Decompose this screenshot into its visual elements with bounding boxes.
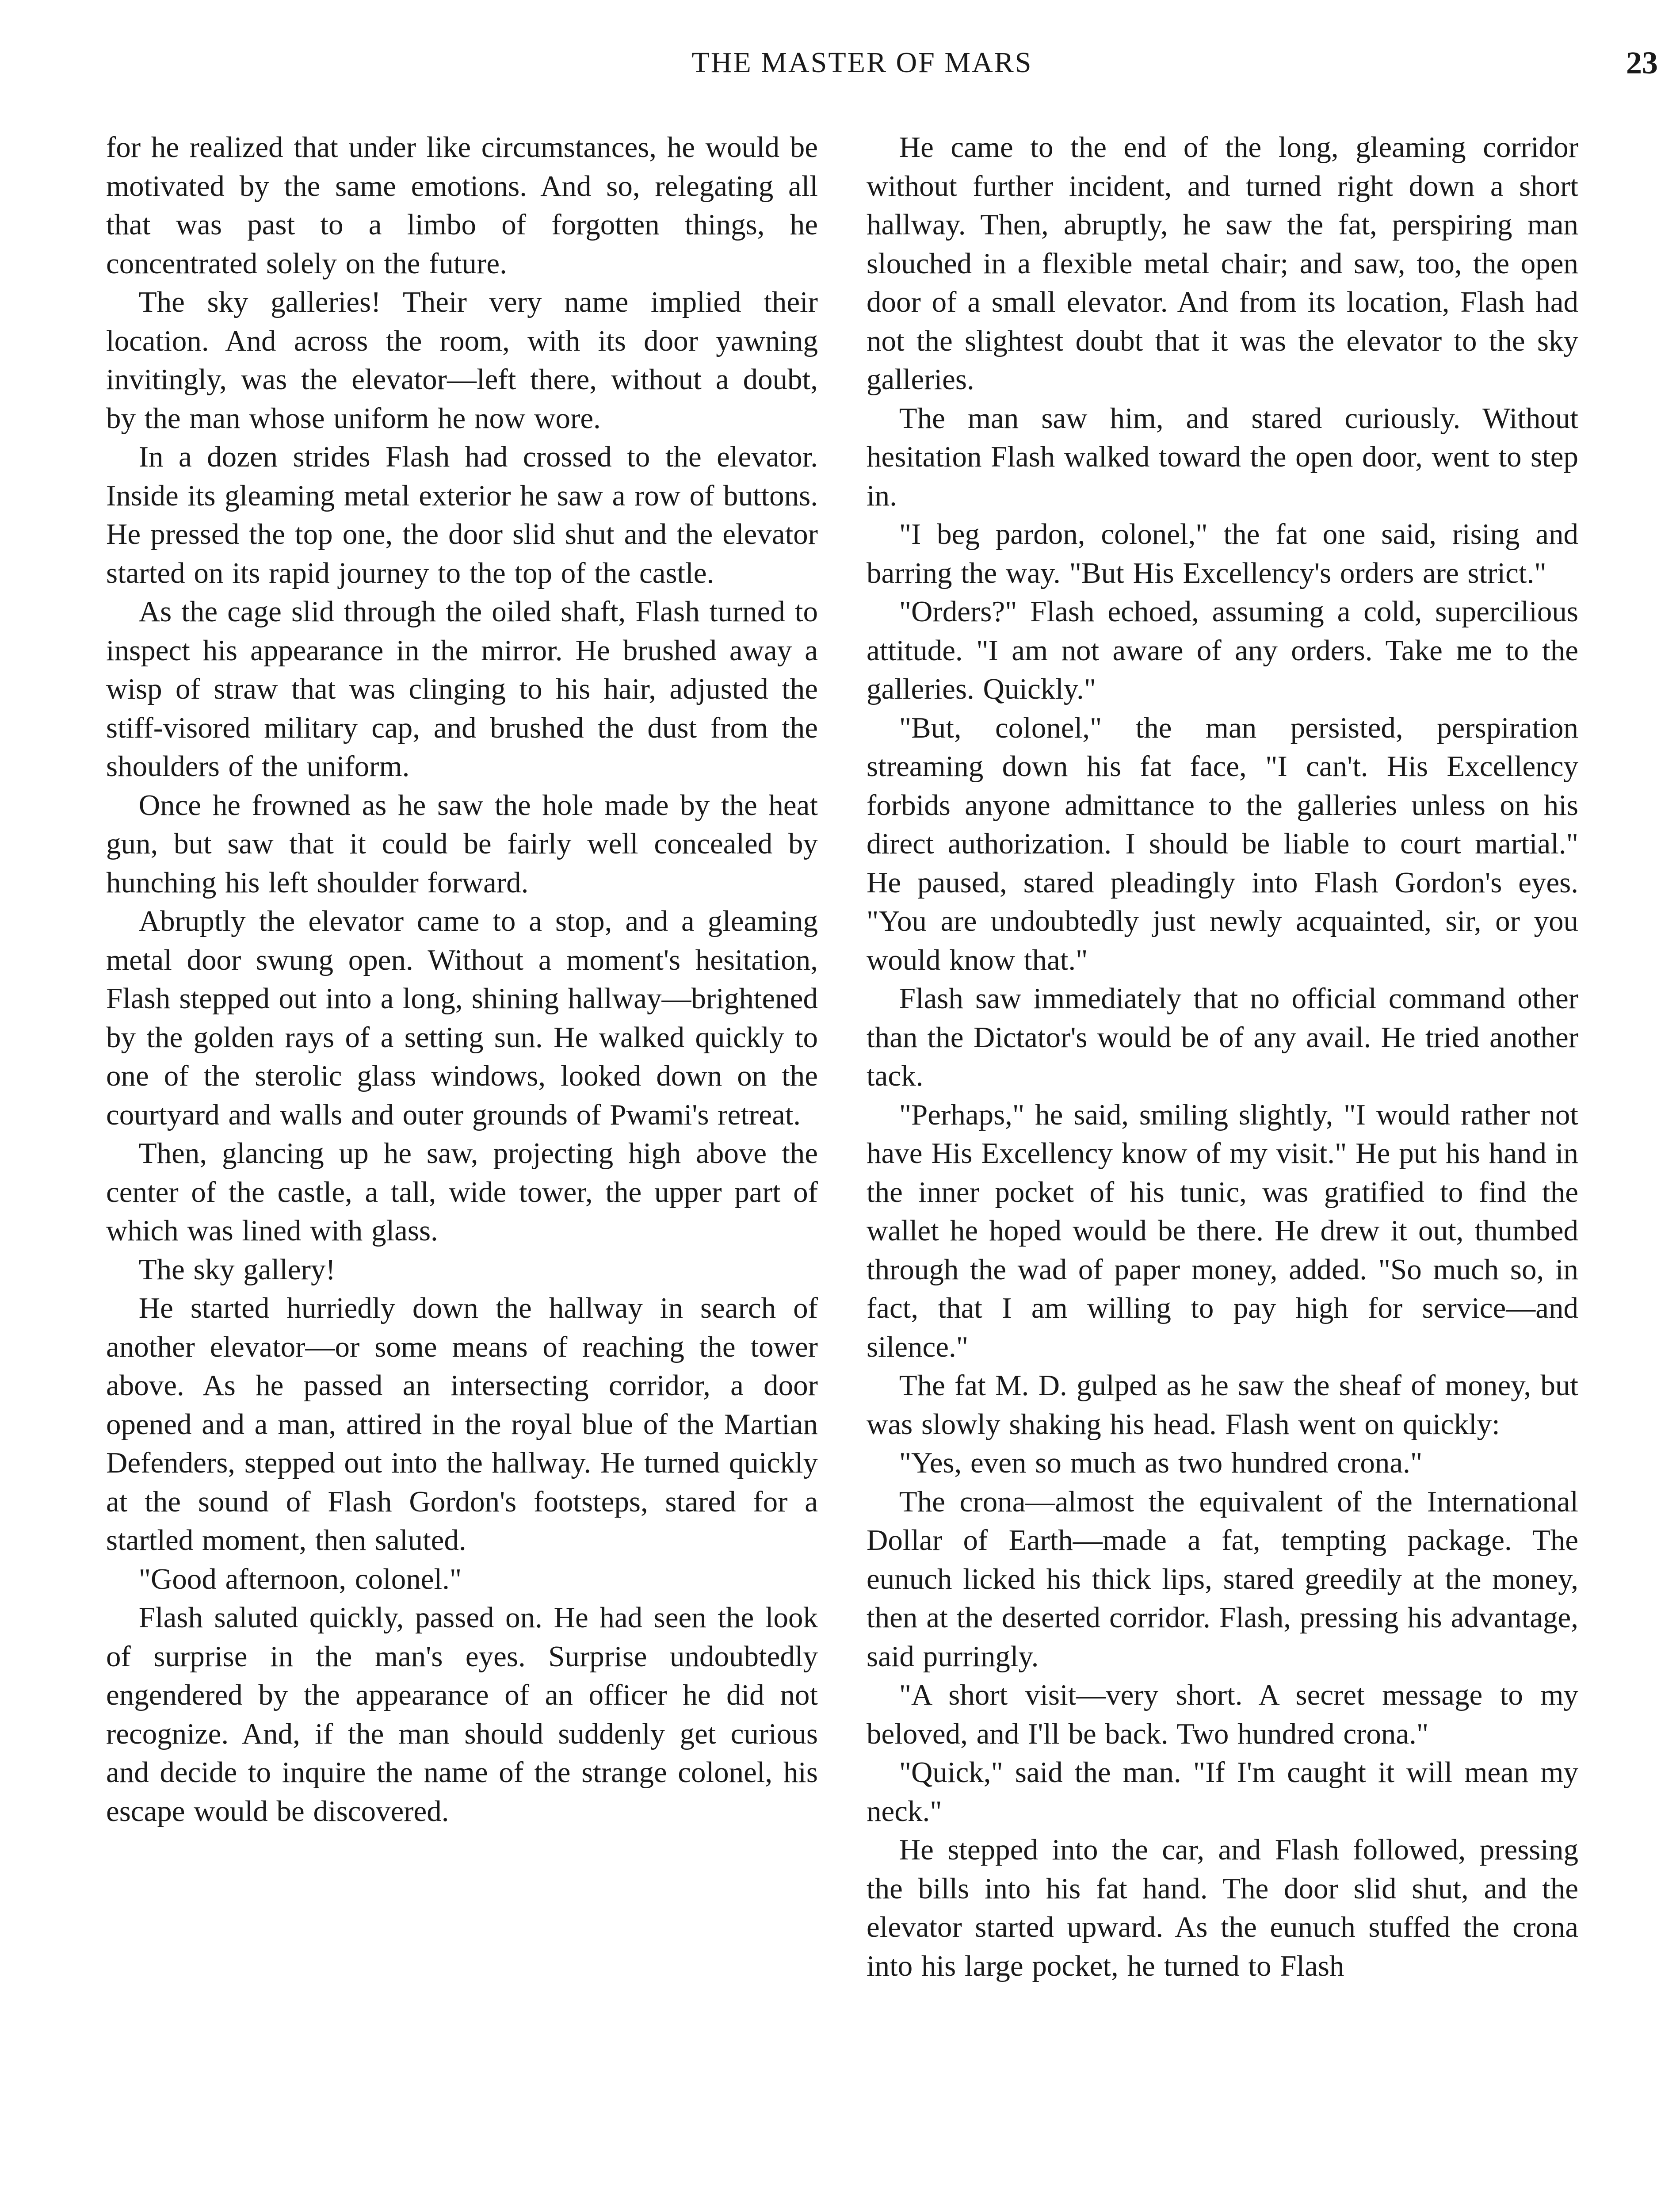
paragraph: The crona—almost the equivalent of the International Dollar of Earth—made a fat, tempting package. The eunuch licked his thick lips, stared greedily at the money, then at the deserted corridor. Flash, pressing his advantage, said purringly. <box>867 1485 1578 1673</box>
paragraph: As the cage slid through the oiled shaft, Flash turned to inspect his appearance in the mirror. He brushed away a wisp of straw that was clinging to his hair, adjusted the stiff-visored military cap, and brushed the dust from the shoulders of the uniform. <box>106 595 818 783</box>
paragraph: He stepped into the car, and Flash followed, pressing the bills into his fat hand. The door slid shut, and the elevator started upward. As the eunuch stuffed the crona into his large pocket, he turned to Flash <box>867 1833 1578 1982</box>
paragraph: The man saw him, and stared curiously. Without hesitation Flash walked toward the open door, went to step in. <box>867 402 1578 512</box>
paragraph: Once he frowned as he saw the hole made by the heat gun, but saw that it could be fairly well concealed by hunching his left shoulder forward. <box>106 788 818 899</box>
paragraph: He came to the end of the long, gleaming corridor without further incident, and turned right down a short hallway. Then, abruptly, he saw the fat, perspiring man slouched in a flexible metal chair; and saw, too, the open door of a small elevator. And from its location, Flash had not the slightest doubt that it was the elevator to the sky galleries. <box>867 131 1578 396</box>
paragraph: "A short visit—very short. A secret message to my beloved, and I'll be back. Two hundred crona." <box>867 1679 1578 1750</box>
paragraph: "Orders?" Flash echoed, assuming a cold, supercilious attitude. "I am not aware of any orders. Take me to the galleries. Quickly." <box>867 595 1578 705</box>
paragraph: Abruptly the elevator came to a stop, and a gleaming metal door swung open. Without a moment's hesitation, Flash stepped out into a long, shining hallway—brightened by the golden rays of a setting sun. He walked quickly to one of the sterolic glass windows, looked down on the courtyard and walls and outer grounds of Pwami's retreat. <box>106 905 818 1131</box>
paragraph: The sky galleries! Their very name implied their location. And across the room, with its door yawning invitingly, was the elevator—left there, without a doubt, by the man whose uniform he now wore. <box>106 286 818 435</box>
paragraph: In a dozen strides Flash had crossed to the elevator. Inside its gleaming metal exterior he saw a row of buttons. He pressed the top one, the door slid shut and the elevator started on its rapid journey to the top of the castle. <box>106 440 818 589</box>
left-column <box>106 128 818 2211</box>
running-title: THE MASTER OF MARS <box>691 46 1033 79</box>
paragraph: "Quick," said the man. "If I'm caught it will mean my neck." <box>867 1756 1578 1828</box>
paragraph: Flash saluted quickly, passed on. He had seen the look of surprise in the man's eyes. Surprise undoubtedly engendered by the appearance of an officer he did not recognize. And, if the man should suddenly get curious and decide to inquire the name of the strange colonel, his escape would be discovered. <box>106 1601 818 1828</box>
paragraph: The sky gallery! <box>138 1253 336 1286</box>
running-header <box>0 41 1680 89</box>
paragraph: Flash saw immediately that no official command other than the Dictator's would be of any avail. He tried another tack. <box>867 982 1578 1092</box>
paragraph: Then, glancing up he saw, projecting high above the center of the castle, a tall, wide tower, the upper part of which was lined with glass. <box>106 1137 818 1247</box>
page-number: 23 <box>1626 45 1658 80</box>
paragraph: "Good afternoon, colonel." <box>138 1562 462 1595</box>
paragraph: He started hurriedly down the hallway in search of another elevator—or some means of reaching the tower above. As he passed an intersecting corridor, a door opened and a man, attired in the royal blue of the Martian Defenders, stepped out into the hallway. He turned quickly at the sound of Flash Gordon's footsteps, stared for a startled moment, then saluted. <box>106 1292 818 1557</box>
paragraph: "But, colonel," the man persisted, perspiration streaming down his fat face, "I can't. His Excellency forbids anyone admittance to the galleries unless on his direct authorization. I should be liable to court martial." He paused, stared pleadingly into Flash Gordon's eyes. "You are undoubtedly just newly acquainted, sir, or you would know that." <box>867 711 1578 976</box>
paragraph: "I beg pardon, colonel," the fat one said, rising and barring the way. "But His Excellency's orders are strict." <box>867 518 1578 589</box>
paragraph: The fat M. D. gulped as he saw the sheaf of money, but was slowly shaking his head. Flash went on quickly: <box>867 1369 1578 1441</box>
paragraph: "Perhaps," he said, smiling slightly, "I would rather not have His Excellency know of my visit." He put his hand in the inner pocket of his tunic, was gratified to find the wallet he hoped would be there. He drew it out, thumbed through the wad of paper money, added. "So much so, in fact, that I am willing to pay high for service—and silence." <box>867 1098 1578 1363</box>
paragraph: for he realized that under like circumstances, he would be motivated by the same emotions. And so, relegating all that was past to a limbo of forgotten things, he concentrated solely on the future. <box>106 131 818 280</box>
right-column <box>867 128 1578 2211</box>
paragraph: "Yes, even so much as two hundred crona." <box>899 1446 1423 1479</box>
